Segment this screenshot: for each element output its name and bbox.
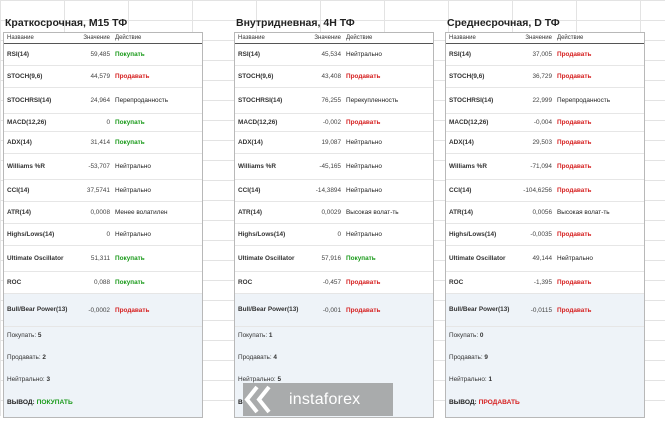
indicator-action: Нейтрально [346, 231, 382, 238]
indicator-name: ADX(14) [238, 138, 263, 146]
table-row [446, 44, 644, 66]
indicator-action: Продавать [557, 187, 592, 194]
indicator-name: RSI(14) [7, 50, 30, 58]
indicator-action: Нейтрально [557, 255, 593, 262]
neutral-count: Нейтрально: 3 [7, 376, 51, 383]
indicator-name: ATR(14) [449, 208, 474, 216]
indicator-action: Нейтрально [346, 139, 382, 146]
summary-block [4, 327, 202, 417]
table-header [446, 33, 644, 44]
table-row [446, 114, 644, 132]
indicator-action: Продавать [557, 231, 592, 238]
panel-medium-term [445, 14, 653, 418]
buy-count: Покупать: 0 [449, 332, 484, 339]
header-name: Название [238, 35, 265, 41]
header-value: Значение [83, 35, 110, 41]
indicator-action: Продавать [557, 163, 592, 170]
table-row [446, 272, 644, 294]
indicator-action: Продавать [557, 139, 592, 146]
indicator-action: Продавать [346, 306, 381, 314]
neutral-count: Нейтрально: 5 [238, 376, 282, 383]
instaforex-logo-icon [243, 383, 285, 416]
watermark-text: instaforex [289, 390, 361, 408]
indicator-name: Highs/Lows(14) [449, 230, 497, 238]
verdict: В [238, 399, 243, 406]
indicator-value: 0,0056 [532, 209, 552, 216]
header-value: Значение [314, 35, 341, 41]
indicators-table [3, 32, 203, 418]
indicator-action: Продавать [115, 306, 150, 314]
table-row [235, 202, 433, 224]
indicator-value: -53,707 [88, 163, 110, 170]
indicator-name: Williams %R [238, 162, 276, 170]
indicator-action: Высокая волат-ть [346, 209, 399, 216]
indicator-value: 76,255 [321, 97, 341, 104]
indicator-name: MACD(12,26) [449, 118, 489, 126]
buy-count: Покупать: 5 [7, 332, 42, 339]
indicator-action: Покупать [115, 279, 145, 286]
indicator-action: Покупать [115, 119, 145, 126]
indicator-value: -104,6256 [523, 187, 552, 194]
panel-title: Краткосрочная, M15 ТФ [5, 17, 128, 29]
table-row [235, 66, 433, 88]
header-name: Название [7, 35, 34, 41]
indicator-value: 37,005 [532, 51, 552, 58]
table-row [446, 294, 644, 327]
table-row [235, 294, 433, 327]
indicator-value: -71,094 [530, 163, 552, 170]
indicator-name: Bull/Bear Power(13) [238, 306, 299, 313]
table-row [446, 66, 644, 88]
table-row [446, 154, 644, 180]
indicator-name: ATR(14) [7, 208, 32, 216]
indicator-name: STOCHRSI(14) [7, 96, 52, 104]
indicator-value: 0,0008 [90, 209, 110, 216]
table-row [235, 114, 433, 132]
indicator-action: Перепроданность [557, 97, 611, 104]
indicator-action: Продавать [115, 73, 150, 80]
header-action: Действие [346, 35, 373, 41]
indicator-value: 0,088 [94, 279, 110, 286]
table-row [235, 154, 433, 180]
table-row [4, 132, 202, 154]
indicator-value: 59,485 [90, 51, 110, 58]
panel-short-term [3, 14, 211, 418]
table-row [235, 88, 433, 114]
indicator-value: 22,999 [532, 97, 552, 104]
table-rows [446, 44, 644, 327]
panel-intraday [234, 14, 442, 418]
indicator-name: ATR(14) [238, 208, 263, 216]
table-row [4, 246, 202, 272]
table-row [446, 224, 644, 246]
indicator-value: 44,579 [90, 73, 110, 80]
table-row [235, 246, 433, 272]
indicator-value: 45,534 [321, 51, 341, 58]
indicator-name: Bull/Bear Power(13) [449, 306, 510, 313]
indicator-action: Высокая волат-ть [557, 209, 610, 216]
verdict: ВЫВОД: ПРОДАВАТЬ [449, 399, 520, 406]
indicator-action: Нейтрально [115, 163, 151, 170]
indicator-name: RSI(14) [238, 50, 261, 58]
indicator-name: ROC [238, 278, 253, 286]
instaforex-watermark [243, 383, 393, 416]
indicator-name: Highs/Lows(14) [7, 230, 55, 238]
table-row [4, 66, 202, 88]
indicator-action: Продавать [346, 119, 381, 126]
table-row [446, 180, 644, 202]
indicator-name: CCI(14) [238, 186, 261, 194]
indicator-action: Менее волатилен [115, 209, 168, 216]
table-row [235, 272, 433, 294]
header-name: Название [449, 35, 476, 41]
header-action: Действие [557, 35, 584, 41]
indicator-name: Highs/Lows(14) [238, 230, 286, 238]
indicator-value: -0,0002 [88, 306, 110, 314]
table-row [4, 88, 202, 114]
indicator-value: 19,087 [321, 139, 341, 146]
indicator-value: 29,503 [532, 139, 552, 146]
indicator-value: 51,311 [90, 255, 110, 262]
indicator-name: ROC [449, 278, 464, 286]
indicator-name: STOCHRSI(14) [449, 96, 494, 104]
indicator-action: Продавать [557, 279, 592, 286]
table-row [4, 294, 202, 327]
table-row [446, 202, 644, 224]
indicator-action: Перекупленность [346, 97, 399, 104]
table-row [4, 114, 202, 132]
indicator-action: Покупать [115, 139, 145, 146]
indicator-name: MACD(12,26) [7, 118, 47, 126]
table-rows [4, 44, 202, 327]
indicator-name: RSI(14) [449, 50, 472, 58]
indicator-value: 24,964 [90, 97, 110, 104]
indicator-name: Ultimate Oscillator [449, 254, 506, 262]
panel-title: Среднесрочная, D ТФ [447, 17, 560, 29]
indicator-name: STOCH(9,6) [449, 72, 485, 80]
indicator-value: 57,916 [321, 255, 341, 262]
verdict: ВЫВОД: ПОКУПАТЬ [7, 399, 73, 406]
indicator-action: Продавать [557, 119, 592, 126]
indicator-value: 37,5741 [86, 187, 110, 194]
indicator-value: 31,414 [90, 139, 110, 146]
indicator-value: -14,3894 [315, 187, 341, 194]
table-row [446, 88, 644, 114]
indicator-name: STOCHRSI(14) [238, 96, 283, 104]
indicator-name: STOCH(9,6) [238, 72, 274, 80]
indicator-value: -45,165 [319, 163, 341, 170]
indicator-value: -0,0035 [530, 231, 552, 238]
indicator-name: Bull/Bear Power(13) [7, 306, 68, 313]
indicators-table [234, 32, 434, 418]
table-row [235, 224, 433, 246]
indicator-name: Williams %R [7, 162, 45, 170]
indicator-action: Нейтрально [346, 51, 382, 58]
indicator-value: -0,002 [322, 119, 341, 126]
indicator-value: 0,0029 [321, 209, 341, 216]
indicator-action: Нейтрально [115, 231, 151, 238]
table-header [235, 33, 433, 44]
table-row [446, 132, 644, 154]
indicator-value: 43,408 [321, 73, 341, 80]
indicator-action: Покупать [346, 255, 376, 262]
indicators-table [445, 32, 645, 418]
indicator-value: 36,729 [532, 73, 552, 80]
table-row [4, 154, 202, 180]
verdict-value: ПОКУПАТЬ [36, 399, 73, 406]
sell-count: Продавать: 9 [449, 354, 488, 361]
sell-count: Продавать: 2 [7, 354, 46, 361]
indicator-name: Ultimate Oscillator [238, 254, 295, 262]
indicator-action: Покупать [115, 51, 145, 58]
table-row [4, 44, 202, 66]
indicator-name: ROC [7, 278, 22, 286]
indicator-value: -0,001 [322, 306, 341, 314]
indicator-value: -0,457 [322, 279, 341, 286]
indicator-action: Перепроданность [115, 97, 169, 104]
indicator-action: Нейтрально [346, 187, 382, 194]
indicator-value: 0 [337, 231, 341, 238]
sell-count: Продавать: 4 [238, 354, 277, 361]
table-row [446, 246, 644, 272]
verdict-value: ПРОДАВАТЬ [478, 399, 520, 406]
indicator-action: Продавать [557, 73, 592, 80]
indicator-name: ADX(14) [449, 138, 474, 146]
table-row [4, 202, 202, 224]
table-row [4, 272, 202, 294]
indicator-name: CCI(14) [7, 186, 30, 194]
buy-count: Покупать: 1 [238, 332, 273, 339]
indicator-action: Продавать [557, 306, 592, 314]
indicator-action: Нейтрально [115, 187, 151, 194]
indicator-action: Продавать [557, 51, 592, 58]
indicator-name: ADX(14) [7, 138, 32, 146]
indicator-action: Продавать [346, 73, 381, 80]
indicator-name: Ultimate Oscillator [7, 254, 64, 262]
indicator-value: 49,144 [532, 255, 552, 262]
table-row [4, 180, 202, 202]
table-row [235, 132, 433, 154]
table-row [4, 224, 202, 246]
indicator-value: 0 [106, 119, 110, 126]
panel-title: Внутридневная, 4Н ТФ [236, 17, 355, 29]
indicator-action: Нейтрально [346, 163, 382, 170]
indicator-name: MACD(12,26) [238, 118, 278, 126]
indicator-action: Покупать [115, 255, 145, 262]
summary-block [446, 327, 644, 417]
indicator-name: CCI(14) [449, 186, 472, 194]
header-value: Значение [525, 35, 552, 41]
indicator-value: -0,0115 [530, 306, 552, 314]
indicator-value: 0 [106, 231, 110, 238]
table-row [235, 180, 433, 202]
indicator-value: -1,395 [533, 279, 552, 286]
indicator-value: -0,004 [533, 119, 552, 126]
indicator-action: Продавать [346, 279, 381, 286]
indicator-name: STOCH(9,6) [7, 72, 43, 80]
neutral-count: Нейтрально: 1 [449, 376, 493, 383]
indicator-name: Williams %R [449, 162, 487, 170]
header-action: Действие [115, 35, 142, 41]
table-header [4, 33, 202, 44]
table-row [235, 44, 433, 66]
table-rows [235, 44, 433, 327]
